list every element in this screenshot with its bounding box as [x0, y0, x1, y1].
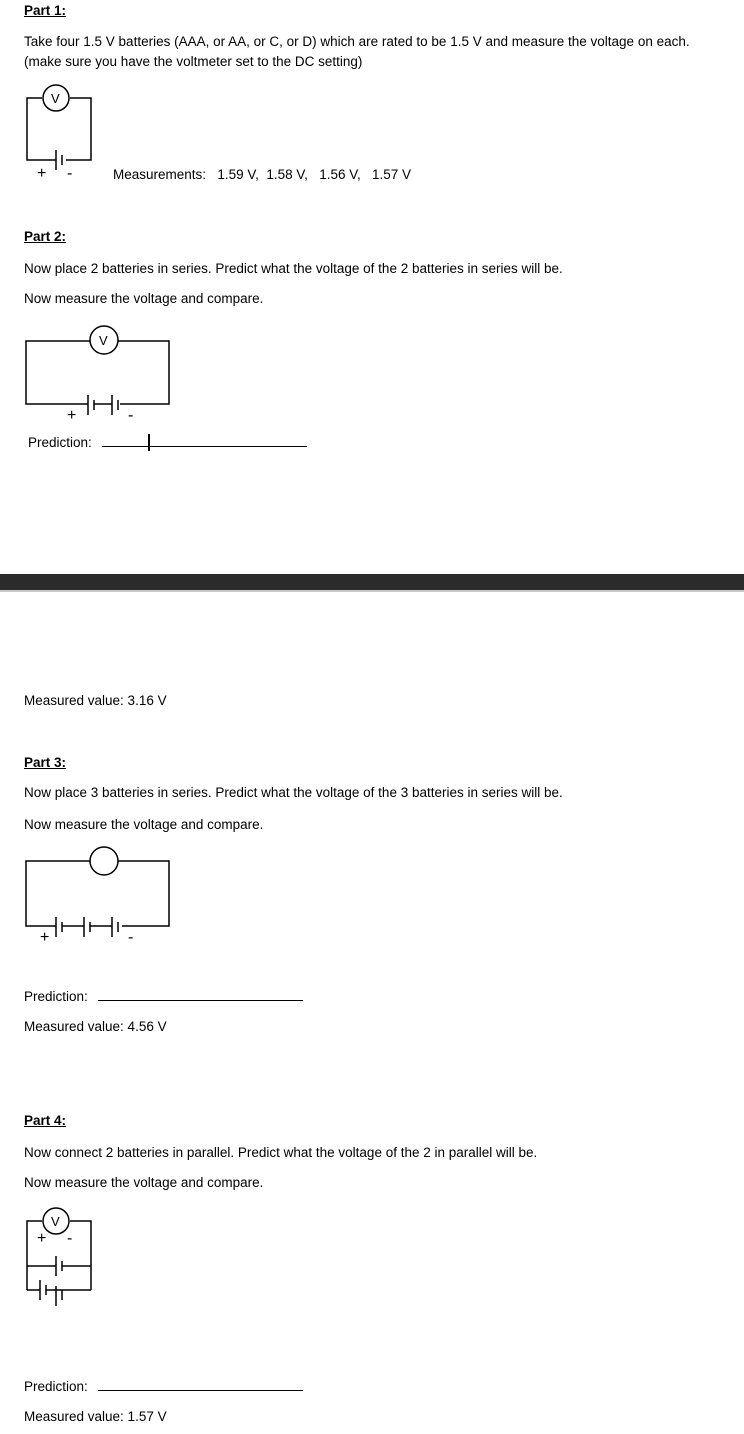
part4-line1: Now connect 2 batteries in parallel. Predict what the voltage of the 2 in parallel will be.	[24, 1145, 538, 1160]
part4-measured-value: Measured value: 1.57 V	[24, 1409, 167, 1424]
part3-measured-value: Measured value: 4.56 V	[24, 1019, 167, 1034]
minus-sign: -	[128, 407, 134, 424]
part1-header: Part 1:	[24, 3, 67, 18]
part3-line2: Now measure the voltage and compare.	[24, 817, 264, 832]
prediction-blank[interactable]	[98, 1380, 303, 1391]
part3-line1: Now place 3 batteries in series. Predict what the voltage of the 3 batteries in series will be.	[24, 785, 563, 800]
part2-line2: Now measure the voltage and compare.	[24, 291, 264, 306]
plus-sign: +	[37, 1230, 47, 1247]
voltmeter-symbol: V	[51, 91, 60, 106]
minus-sign: -	[67, 1230, 73, 1247]
voltmeter-symbol: V	[51, 1214, 60, 1229]
measurement-1: 1.59 V,	[217, 167, 259, 182]
prediction-label: Prediction:	[28, 435, 92, 450]
measurement-3: 1.56 V,	[319, 167, 361, 182]
plus-sign: +	[40, 929, 50, 946]
part2-line1: Now place 2 batteries in series. Predict what the voltage of the 2 batteries in series will be.	[24, 261, 563, 276]
measurement-2: 1.58 V,	[266, 167, 308, 182]
prediction-label: Prediction:	[24, 989, 88, 1004]
voltmeter-symbol: V	[99, 333, 108, 348]
minus-sign: -	[67, 165, 73, 182]
measurement-4: 1.57 V	[372, 167, 412, 182]
part4-line2: Now measure the voltage and compare.	[24, 1175, 264, 1190]
measurements-label: Measurements:	[113, 167, 207, 182]
part1-instructions: Take four 1.5 V batteries (AAA, or AA, or C, or D) which are rated to be 1.5 V and measure the voltage on each. (make sure you have the voltmeter set to the DC setting)	[24, 34, 690, 69]
part4-header: Part 4:	[24, 1113, 67, 1128]
prediction-label: Prediction:	[24, 1379, 88, 1394]
part4-prediction	[24, 1379, 303, 1395]
part3-header: Part 3:	[24, 755, 67, 770]
part2-measured-value: Measured value: 3.16 V	[24, 693, 167, 708]
part2-header: Part 2:	[24, 229, 67, 244]
plus-sign: +	[67, 407, 77, 424]
plus-sign: +	[37, 165, 47, 182]
minus-sign: -	[128, 929, 134, 946]
